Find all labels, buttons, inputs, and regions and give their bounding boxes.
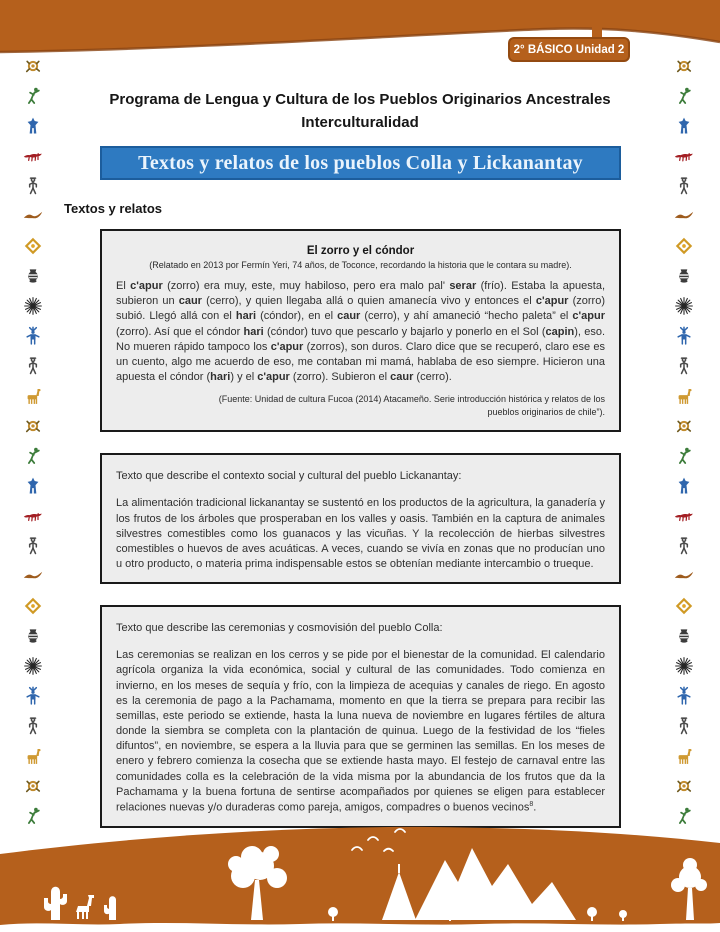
sun-petroglyph-icon xyxy=(674,776,694,796)
colla-text: Las ceremonias se realizan en los cerros y se pide por el bienestar de la comunidad. El calendario agrícola organiza la vida económica, social y cultural de las comunidades. Todo comienza en invierno, en los meses de sequía y frío, con la limpieza de acequias y canales de riego. En agosto es la ceremonia de pago a la Pachamama, momento en que la tierra se prepara para recibir las semillas, este periodo se extiende, hasta la luna nueva de noviembre en lugares fértiles de altura donde la siembra se completa con la plantación de quinua. Luego de la festividad de los “fieles difuntos”, en noviembre, se espera a la lluvia para que se germinen las semillas. En los meses de enero y febrero comienza la cosecha que se extiende hasta mayo. El festejo de carnaval entre las comunidades colla es la celebración de la vida misma por la abundancia de los frutos que da la Pachamama y la buena fortuna de sentirse acompañados por quienes se eligen para establecer relaciones nuevas y/o duraderas como pareja, amigos, compadres o buenos vecinos$^8$. xyxy=(116,649,605,814)
person-petroglyph-icon xyxy=(23,716,43,736)
pot-petroglyph-icon xyxy=(674,626,694,646)
llama-petroglyph-icon xyxy=(674,386,694,406)
sun-petroglyph-icon xyxy=(23,776,43,796)
section-heading: Textos y relatos xyxy=(64,201,163,216)
condor-petroglyph-icon xyxy=(23,206,43,226)
person-petroglyph-icon xyxy=(674,536,694,556)
pot-petroglyph-icon xyxy=(23,626,43,646)
lickanantay-text: La alimentación tradicional lickanantay se sustentó en los productos de la agricultura, la ganadería y los frutos de los árboles que prosperaban en los valles y oasis. También en la captura de animales silvestres comestibles como los guanacos y las vicuñas. Y la recolección de hierbas silvestres comestibles o huevos de aves acuáticas. A veces, cuando se vivía en zonas que no producían uno u otro producto, o materia prima indispensable estos se obtenían mediante intercambio o trueque. xyxy=(116,497,605,571)
fox-petroglyph-icon xyxy=(674,146,694,166)
person-petroglyph-icon xyxy=(23,176,43,196)
sun-petroglyph-icon xyxy=(674,416,694,436)
fox-petroglyph-icon xyxy=(23,506,43,526)
story-box xyxy=(100,229,621,432)
fox-petroglyph-icon xyxy=(674,506,694,526)
starburst-petroglyph-icon xyxy=(674,296,694,316)
starburst-petroglyph-icon xyxy=(674,656,694,676)
diamond-petroglyph-icon xyxy=(674,236,694,256)
right-border-petroglyphs xyxy=(672,56,696,826)
dancer-petroglyph-icon xyxy=(674,446,694,466)
story-citation: (Relatado en 2013 por Fermín Yeri, 74 años, de Toconce, recordando la historia que le contara su madre). xyxy=(149,260,572,270)
person-petroglyph-icon xyxy=(674,356,694,376)
story-text: El c'apur (zorro) era muy, este, muy habiloso, pero era malo pal' serar (frío). Estaba la apuesta, subieron un caur (cerro), y quien llegaba allá o quien amanecía vivo y entonces el c'apur (zorro) subió. Llegó allá con el hari (cóndor), en el caur (cerro), y ahí amaneció “hecho paleta” el c'apur (zorro). Así que el cóndor hari (cóndor) tuvo que pescarlo y bajarlo y ponerlo en el Sol (capin), eso. No mueren rápido tampoco los c'apur (zorros), son duros. Claro dice que se recuperó, claro ese es un cuento, algo me acuerdo de eso, me contaban mi mamá, hablaba de eso siempre. Hicieron una apuesta el cóndor (hari) y el c'apur (zorro). Subieron el caur (cerro). xyxy=(116,280,605,384)
diamond-petroglyph-icon xyxy=(23,236,43,256)
llama-petroglyph-icon xyxy=(23,746,43,766)
crowned-figure-petroglyph-icon xyxy=(23,326,43,346)
person-petroglyph-icon xyxy=(674,176,694,196)
crowned-figure-petroglyph-icon xyxy=(674,686,694,706)
pot-petroglyph-icon xyxy=(674,266,694,286)
anthropomorph-petroglyph-icon xyxy=(23,476,43,496)
sun-petroglyph-icon xyxy=(23,56,43,76)
anthropomorph-petroglyph-icon xyxy=(23,116,43,136)
sun-petroglyph-icon xyxy=(23,416,43,436)
anthropomorph-petroglyph-icon xyxy=(674,476,694,496)
lickanantay-context-box xyxy=(100,453,621,584)
lesson-title: Textos y relatos de los pueblos Colla y Lickanantay xyxy=(138,151,583,174)
crowned-figure-petroglyph-icon xyxy=(23,686,43,706)
sun-petroglyph-icon xyxy=(674,56,694,76)
program-title-line2: Interculturalidad xyxy=(301,114,419,132)
left-border-petroglyphs xyxy=(21,56,45,826)
condor-petroglyph-icon xyxy=(674,206,694,226)
diamond-petroglyph-icon xyxy=(23,596,43,616)
diamond-petroglyph-icon xyxy=(674,596,694,616)
crowned-figure-petroglyph-icon xyxy=(674,326,694,346)
fox-petroglyph-icon xyxy=(23,146,43,166)
person-petroglyph-icon xyxy=(23,536,43,556)
dancer-petroglyph-icon xyxy=(674,86,694,106)
story-title: El zorro y el cóndor xyxy=(306,245,415,257)
dancer-petroglyph-icon xyxy=(23,446,43,466)
condor-petroglyph-icon xyxy=(674,566,694,586)
colla-ceremonies-box xyxy=(100,605,621,828)
dancer-petroglyph-icon xyxy=(23,86,43,106)
anthropomorph-petroglyph-icon xyxy=(674,116,694,136)
starburst-petroglyph-icon xyxy=(23,656,43,676)
llama-petroglyph-icon xyxy=(674,746,694,766)
footer-landscape-illustration xyxy=(0,820,720,932)
starburst-petroglyph-icon xyxy=(23,296,43,316)
person-petroglyph-icon xyxy=(23,356,43,376)
lickanantay-intro: Texto que describe el contexto social y cultural del pueblo Lickanantay: xyxy=(116,470,462,483)
unit-badge: 2° BÁSICO Unidad 2 xyxy=(508,37,630,62)
condor-petroglyph-icon xyxy=(23,566,43,586)
program-title-line1: Programa de Lengua y Cultura de los Pueblos Originarios Ancestrales xyxy=(109,91,611,108)
lesson-title-banner xyxy=(100,146,621,180)
pot-petroglyph-icon xyxy=(23,266,43,286)
text-boxes xyxy=(100,229,621,828)
program-title xyxy=(60,88,660,135)
llama-petroglyph-icon xyxy=(23,386,43,406)
person-petroglyph-icon xyxy=(674,716,694,736)
colla-intro: Texto que describe las ceremonias y cosmovisión del pueblo Colla: xyxy=(116,622,443,635)
story-source: (Fuente: Unidad de cultura Fucoa (2014) Atacameño. Serie introducción histórica y relatos de los pueblos originarios de chile”). xyxy=(218,394,605,417)
